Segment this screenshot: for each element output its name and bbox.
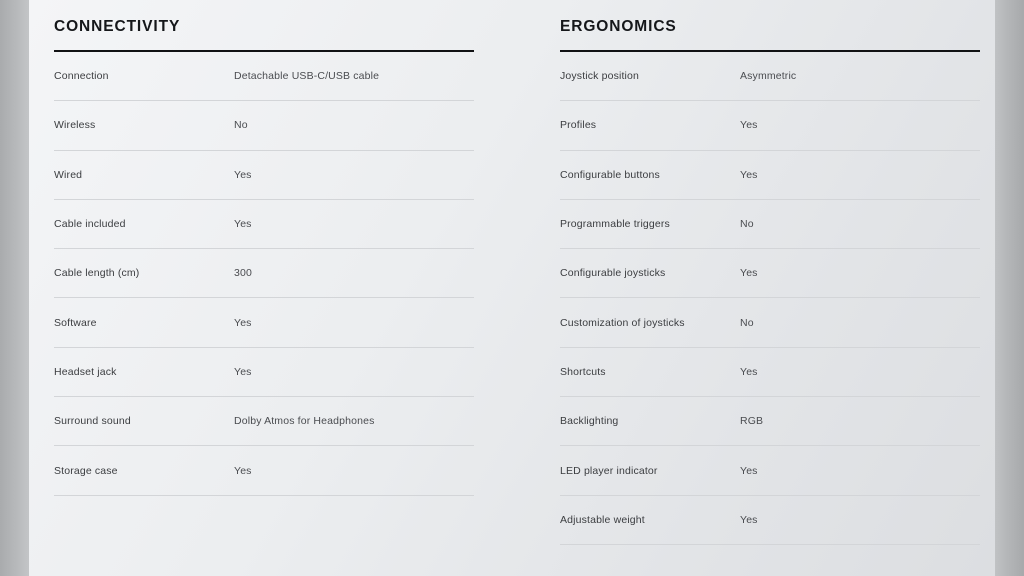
spec-label: Programmable triggers (560, 218, 670, 231)
spec-rows-ergonomics (560, 52, 980, 545)
spec-label: Connection (54, 70, 109, 83)
spec-value: Yes (234, 218, 252, 231)
spec-value: No (234, 119, 248, 132)
spec-label: Joystick position (560, 70, 639, 83)
spec-label: LED player indicator (560, 464, 658, 477)
table-row (560, 397, 980, 446)
section-ergonomics (560, 18, 980, 545)
table-row (54, 446, 474, 495)
spec-label: Backlighting (560, 415, 619, 428)
spec-value: Yes (234, 464, 252, 477)
spec-label: Profiles (560, 119, 597, 132)
table-row (560, 298, 980, 347)
spec-value: Yes (740, 464, 758, 477)
spec-value: No (740, 316, 754, 329)
spec-label: Wireless (54, 119, 96, 132)
section-title: ERGONOMICS (560, 18, 980, 52)
table-row (54, 298, 474, 347)
table-row (560, 52, 980, 101)
spec-label: Configurable buttons (560, 168, 660, 181)
table-row (560, 151, 980, 200)
spec-label: Headset jack (54, 365, 117, 378)
spec-value: No (740, 218, 754, 231)
spec-value: Yes (740, 513, 758, 526)
spec-label: Adjustable weight (560, 513, 645, 526)
spec-columns (29, 0, 995, 545)
spec-label: Shortcuts (560, 365, 606, 378)
table-row (560, 446, 980, 495)
spec-value: Detachable USB-C/USB cable (234, 70, 380, 83)
spec-value: Yes (740, 365, 758, 378)
spec-value: Yes (740, 168, 758, 181)
spec-label: Configurable joysticks (560, 267, 666, 280)
spec-label: Customization of joysticks (560, 316, 685, 329)
spec-label: Cable included (54, 218, 126, 231)
table-row (560, 496, 980, 545)
spec-value: Yes (740, 267, 758, 280)
page-left-edge (0, 0, 29, 576)
table-row (54, 52, 474, 101)
spec-value: RGB (740, 415, 764, 428)
table-row (560, 101, 980, 150)
table-row (54, 151, 474, 200)
spec-label: Cable length (cm) (54, 267, 140, 280)
table-row (560, 348, 980, 397)
section-title: CONNECTIVITY (54, 18, 474, 52)
spec-value: Yes (234, 168, 252, 181)
spec-value: Yes (740, 119, 758, 132)
spec-label: Surround sound (54, 415, 131, 428)
spec-value: Dolby Atmos for Headphones (234, 415, 375, 428)
spec-value: Yes (234, 365, 252, 378)
spec-value: 300 (234, 267, 252, 280)
section-connectivity (54, 18, 474, 545)
table-row (560, 200, 980, 249)
spec-label: Storage case (54, 464, 118, 477)
page-right-edge (995, 0, 1024, 576)
table-row (54, 101, 474, 150)
spec-value: Asymmetric (740, 70, 797, 83)
spec-value: Yes (234, 316, 252, 329)
spec-rows-connectivity (54, 52, 474, 496)
table-row (54, 200, 474, 249)
table-row (54, 249, 474, 298)
spec-sheet (29, 0, 995, 576)
table-row (560, 249, 980, 298)
spec-label: Wired (54, 168, 83, 181)
table-row (54, 348, 474, 397)
table-row (54, 397, 474, 446)
spec-label: Software (54, 316, 97, 329)
